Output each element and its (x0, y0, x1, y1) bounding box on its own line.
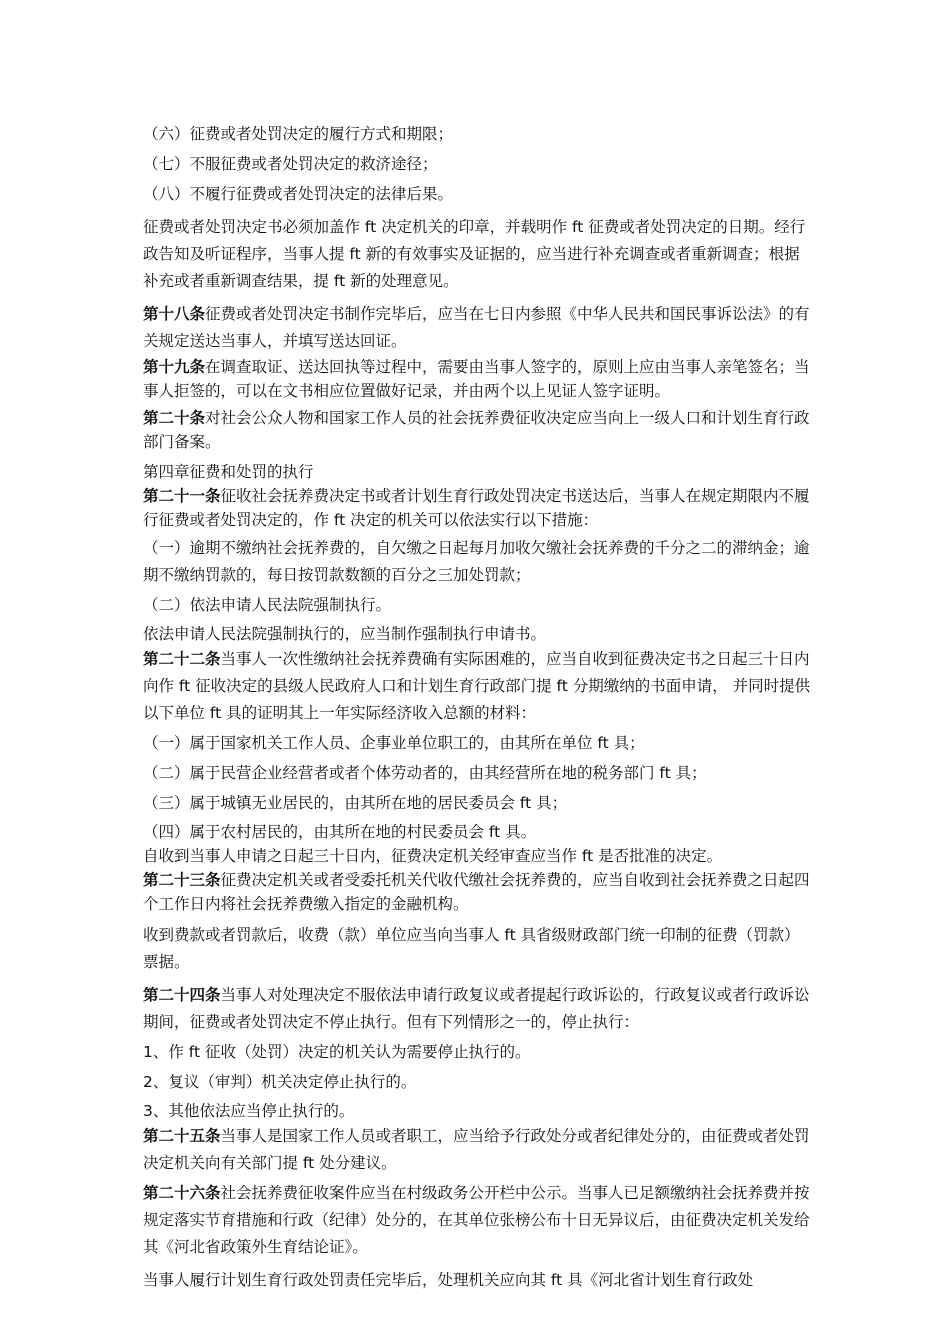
article-22-text: 当事人一次性缴纳社会抚养费确有实际困难的，应当自收到征费决定书之日起三十日内向作 ft 征收决定的县级人民政府人口和计划生育行政部门提 ft 分期缴纳的书面申请， 并同时提供以下单位 ft 具的证明其上一年实际经济收入总额的材料： (143, 650, 811, 722)
article-24-item-1: 1、作 ft 征收（处罚）决定的机关认为需要停止执行的。 (143, 1043, 531, 1061)
article-23-heading: 第二十三条 (143, 871, 221, 889)
article-24-heading: 第二十四条 (143, 986, 221, 1004)
article-26-text: 社会抚养费征收案件应当在村级政务公开栏中公示。当事人已足额缴纳社会抚养费并按规定落实节育措施和行政（纪律）处分的，在其单位张榜公布十日无异议后，由征费决定机关发给其《河北省政策外生育结论证》。 (143, 1184, 810, 1256)
article-26-heading: 第二十六条 (143, 1184, 221, 1202)
article-18-text: 征费或者处罚决定书制作完毕后，应当在七日内参照《中华人民共和国民事诉讼法》的有关规定送达当事人，并填写送达回证。 (143, 305, 810, 350)
article-21-text: 征收社会抚养费决定书或者计划生育行政处罚决定书送达后，当事人在规定期限内不履行征费或者处罚决定的，作 ft 决定的机关可以依法实行以下措施： (143, 487, 810, 529)
article-18 (143, 301, 813, 355)
article-24-text: 当事人对处理决定不服依法申请行政复议或者提起行政诉讼的，行政复议或者行政诉讼期间，征费或者处罚决定不停止执行。但有下列情形之一的，停止执行： (143, 986, 810, 1031)
article-21-item-1: （一）逾期不缴纳社会抚养费的，自欠缴之日起每月加收欠缴社会抚养费的千分之二的滞纳金；逾期不缴纳罚款的，每日按罚款数额的百分之三加处罚款； (143, 539, 810, 584)
article-22-item-2: （二）属于民营企业经营者或者个体劳动者的，由其经营所在地的税务部门 ft 具； (143, 764, 707, 782)
article-22-heading: 第二十二条 (143, 650, 221, 668)
chapter-4-title: 第四章征费和处罚的执行 (143, 463, 314, 481)
article-25-text: 当事人是国家工作人员或者职工，应当给予行政处分或者纪律处分的，由征费或者处罚决定机关向有关部门提 ft 处分建议。 (143, 1127, 810, 1172)
article-22-item-1: （一）属于国家机关工作人员、企事业单位职工的，由其所在单位 ft 具； (143, 734, 645, 752)
article-22-item-4: （四）属于农村居民的，由其所在地的村民委员会 ft 具。 (143, 823, 537, 841)
article-20 (143, 406, 813, 454)
article-20-heading: 第二十条 (143, 409, 206, 427)
paragraph-enforcement-application: 依法申请人民法院强制执行的，应当制作强制执行申请书。 (143, 625, 547, 643)
article-24-item-2: 2、复议（审判）机关决定停止执行的。 (143, 1073, 417, 1091)
article-19-heading: 第十九条 (143, 358, 206, 376)
article-21-heading: 第二十一条 (143, 487, 221, 505)
article-25-heading: 第二十五条 (143, 1127, 221, 1145)
list-item-8: （八）不履行征费或者处罚决定的法律后果。 (143, 185, 454, 203)
article-25 (143, 1123, 813, 1177)
document-body (143, 121, 813, 1294)
paragraph-seal-requirement: 征费或者处罚决定书必须加盖作 ft 决定机关的印章，并载明作 ft 征费或者处罚决定的日期。经行政告知及听证程序，当事人提 ft 新的有效事实及证据的，应当进行补充调查或者重新调查；根据补充或者重新调查结果，提 ft 新的处理意见。 (143, 218, 806, 290)
paragraph-penalty-completion: 当事人履行计划生育行政处罚责任完毕后，处理机关应向其 ft 具《河北省计划生育行政处 (143, 1271, 754, 1289)
article-20-text: 对社会公众人物和国家工作人员的社会抚养费征收决定应当向上一级人口和计划生育行政部门备案。 (143, 409, 810, 451)
article-18-heading: 第十八条 (143, 305, 206, 323)
article-22 (143, 646, 813, 727)
paragraph-approval-decision: 自收到当事人申请之日起三十日内，征费决定机关经审查应当作 ft 是否批准的决定。 (143, 847, 723, 865)
article-24-item-3: 3、其他依法应当停止执行的。 (143, 1102, 355, 1120)
article-26 (143, 1180, 813, 1261)
article-23-text: 征费决定机关或者受委托机关代收代缴社会抚养费的，应当自收到社会抚养费之日起四个工作日内将社会抚养费缴入指定的金融机构。 (143, 871, 810, 913)
article-22-item-3: （三）属于城镇无业居民的，由其所在地的居民委员会 ft 具； (143, 794, 568, 812)
article-21-item-2: （二）依法申请人民法院强制执行。 (143, 596, 392, 614)
article-21 (143, 484, 813, 532)
paragraph-receipt: 收到费款或者罚款后，收费（款）单位应当向当事人 ft 具省级财政部门统一印制的征费（罚款）票据。 (143, 926, 800, 971)
list-item-7: （七）不服征费或者处罚决定的救济途径； (143, 155, 438, 173)
list-item-6: （六）征费或者处罚决定的履行方式和期限； (143, 125, 454, 143)
article-24 (143, 982, 813, 1036)
article-23 (143, 868, 813, 916)
article-19 (143, 355, 813, 403)
article-19-text: 在调查取证、送达回执等过程中，需要由当事人签字的，原则上应由当事人亲笔签名；当事人拒签的，可以在文书相应位置做好记录，并由两个以上见证人签字证明。 (143, 358, 810, 400)
